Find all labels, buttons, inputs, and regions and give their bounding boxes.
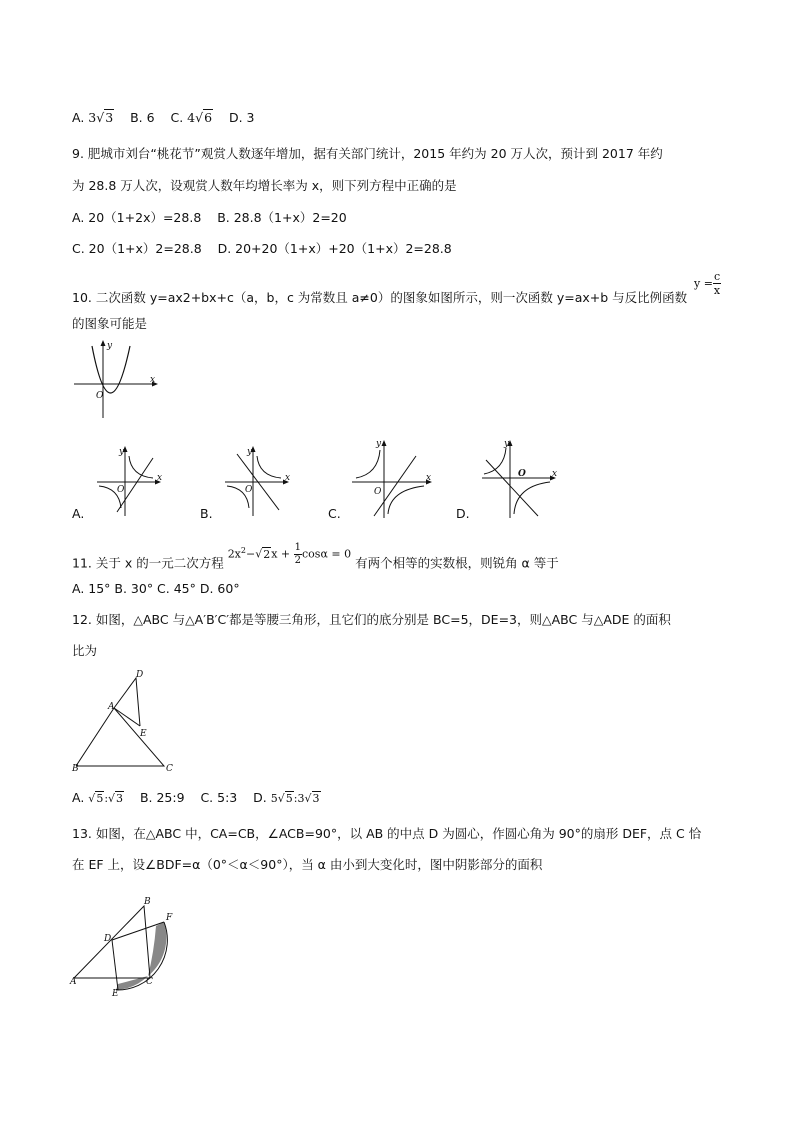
svg-text:x: x (552, 469, 558, 479)
svg-text:y: y (504, 439, 510, 449)
q13-stem-line2: 在 EF 上，设∠BDF=α（0°＜α＜90°），当 α 由小到大变化时，图中阴影部分的面积 (72, 857, 543, 872)
q9-options-row2 (72, 241, 452, 257)
q8-option-d: D. 3 (228, 110, 255, 125)
q13-sector-figure (70, 892, 180, 1002)
q10-axis-y-label: y (107, 341, 113, 351)
q10-stem-line1: 10. 二次函数 y=ax2+bx+c（a，b，c 为常数且 a≠0）的图象如图所示，则一次函数 y=ax+b 与反比例函数 (72, 290, 688, 305)
svg-text:O: O (518, 469, 526, 479)
q13-point-f: F (166, 913, 173, 923)
q10-origin-label: O (96, 391, 104, 401)
q9-stem-line1: 9. 肥城市刘台“桃花节”观赏人数逐年增加，据有关部门统计，2015 年约为 20 万人次，预计到 2017 年约 (72, 146, 663, 161)
q11-stem: 11. 关于 x 的一元二次方程 $2x^2-√2x$ + $\frac{1}{2}$ cosα = 0 有两个相等的实数根，则锐角 α 等于 (72, 542, 559, 571)
svg-text:y: y (247, 447, 253, 457)
svg-text:O: O (374, 487, 382, 497)
q12-point-b: B (72, 764, 79, 774)
q13-stem-line1: 13. 如图，在△ABC 中，CA=CB，∠ACB=90°，以 AB 的中点 D 为圆心，作圆心角为 90°的扇形 DEF，点 C 恰 (72, 826, 702, 841)
q10-stem-line2: 的图象可能是 (72, 316, 148, 331)
q8-option-c-label: C. (170, 110, 184, 125)
q10-option-a-label: A. (72, 506, 85, 521)
svg-text:O: O (117, 485, 125, 495)
q10-option-c-figure (350, 434, 435, 520)
svg-text:O: O (245, 485, 253, 495)
svg-text:x: x (285, 473, 291, 483)
q13-point-e: E (112, 989, 119, 999)
q12-point-c: C (166, 764, 173, 774)
q10-option-d-figure (480, 434, 560, 520)
q10-option-c-label: C. (328, 506, 341, 521)
q12-point-d: D (136, 670, 144, 680)
q9-stem-line2: 为 28.8 万人次，设观赏人数年均增长率为 x，则下列方程中正确的是 (72, 178, 457, 193)
q9-option-b: B. 28.8（1+x）2=20 (217, 210, 347, 225)
q9-option-c: C. 20（1+x）2=28.8 (72, 241, 202, 256)
svg-text:x: x (157, 473, 163, 483)
q9-options-row1 (72, 210, 347, 226)
q10-option-a-figure (95, 440, 165, 520)
q8-option-b: B. 6 (130, 110, 155, 125)
svg-text:y: y (119, 447, 125, 457)
q12-option-d-label: D. (253, 790, 267, 805)
q10-option-b-label: B. (200, 506, 213, 521)
q8-options (72, 110, 254, 126)
q10-fraction: y = $\frac{c}{x}$ (694, 270, 721, 297)
q12-point-a: A (108, 702, 115, 712)
q12-options (72, 790, 321, 807)
q13-point-d: D (104, 934, 112, 944)
svg-text:x: x (426, 473, 432, 483)
q12-option-a-value: √5:√3 (88, 792, 124, 805)
q12-stem-line2: 比为 (72, 643, 98, 658)
q12-option-c: C. 5:3 (200, 790, 238, 805)
q9-option-d: D. 20+20（1+x）+20（1+x）2=28.8 (217, 241, 452, 256)
q8-option-c-value: 4√6 (187, 110, 213, 125)
q8-option-a-value: 3√3 (88, 110, 114, 125)
q12-option-d-value: 5√5:3√3 (270, 792, 320, 805)
q13-point-c: C (146, 977, 153, 987)
q12-point-e: E (140, 729, 147, 739)
q12-option-a-label: A. (72, 790, 85, 805)
q12-option-b: B. 25:9 (139, 790, 185, 805)
q10-parabola-figure (72, 340, 162, 420)
q9-option-a: A. 20（1+2x）=28.8 (72, 210, 202, 225)
q10-axis-x-label: x (150, 375, 156, 385)
q13-point-b: B (144, 897, 151, 907)
q11-options: A. 15° B. 30° C. 45° D. 60° (72, 581, 240, 596)
q10-option-d-label: D. (456, 506, 470, 521)
q8-option-a-label: A. (72, 110, 85, 125)
svg-text:y: y (376, 439, 382, 449)
q12-stem-line1: 12. 如图，△ABC 与△A′B′C′都是等腰三角形，且它们的底分别是 BC=5，DE=3，则△ABC 与△ADE 的面积 (72, 612, 671, 627)
q11-equation: $2x^2-√2x$ + $\frac{1}{2}$ cosα = 0 (227, 542, 352, 566)
q12-triangle-figure (72, 668, 182, 776)
q10-option-b-figure (223, 440, 293, 520)
q13-point-a: A (70, 977, 77, 987)
